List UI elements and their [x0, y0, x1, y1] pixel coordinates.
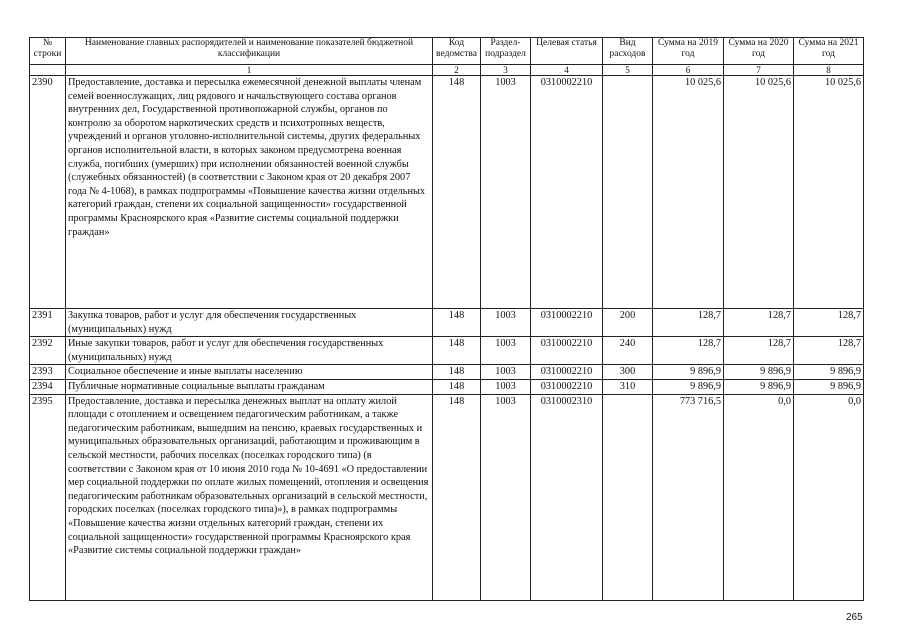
row-expense-type: [603, 394, 653, 600]
header-dept-code: Код ведомства: [433, 38, 481, 65]
row-section: 1003: [481, 309, 531, 337]
row-name: Предоставление, доставка и пересылка ежемесячной денежной выплаты членам семей военнослужащих, лиц рядового и начальствующего состава органов внутренних дел, Государственной противопожарной службы, органов по контролю за оборотом наркотических средств и психотропных веществ, учреждений и органов уголовно-исполнительной системы, других федеральных органов исполнительной власти, в которых законом предусмотрена военная служба, погибших (умерших) при исполнении обязанностей военной службы (служебных обязанностей) (в соответствии с Законом края от 20 декабря 2007 года № 4-1068), в рамках подпрограммы «Повышение качества жизни отдельных категорий граждан, степени их социальной защищенности» государственной программы Красноярского края «Развитие системы социальной поддержки граждан»: [66, 76, 433, 309]
row-dept-code: 148: [433, 337, 481, 365]
column-number: 3: [481, 65, 531, 76]
column-number: 8: [794, 65, 864, 76]
row-sum-2021: 9 896,9: [794, 365, 864, 380]
table-row: [30, 365, 864, 380]
row-sum-2019: 9 896,9: [653, 379, 724, 394]
row-sum-2019: 128,7: [653, 309, 724, 337]
row-number: 2393: [30, 365, 66, 380]
row-expense-type: 200: [603, 309, 653, 337]
row-sum-2019: 9 896,9: [653, 365, 724, 380]
row-target-article: 0310002210: [531, 309, 603, 337]
row-expense-type: 240: [603, 337, 653, 365]
column-number: 5: [603, 65, 653, 76]
column-number-empty: [30, 65, 66, 76]
row-expense-type: [603, 76, 653, 309]
header-sum-2020: Сумма на 2020 год: [724, 38, 794, 65]
table-row: [30, 309, 864, 337]
row-name: Публичные нормативные социальные выплаты гражданам: [66, 379, 433, 394]
column-number: 1: [66, 65, 433, 76]
row-number: 2391: [30, 309, 66, 337]
row-sum-2019: 773 716,5: [653, 394, 724, 600]
header-name: Наименование главных распорядителей и наименование показателей бюджетной классификации: [66, 38, 433, 65]
row-dept-code: 148: [433, 379, 481, 394]
row-sum-2020: 128,7: [724, 337, 794, 365]
header-section: Раздел-подраздел: [481, 38, 531, 65]
row-section: 1003: [481, 365, 531, 380]
header-sum-2021: Сумма на 2021 год: [794, 38, 864, 65]
row-number: 2390: [30, 76, 66, 309]
header-sum-2019: Сумма на 2019 год: [653, 38, 724, 65]
table-header-row: [30, 38, 864, 65]
row-sum-2021: 0,0: [794, 394, 864, 600]
row-dept-code: 148: [433, 365, 481, 380]
row-name: Предоставление, доставка и пересылка денежных выплат на оплату жилой площади с отоплением и освещением педагогическим работникам, а также педагогическим работникам, вышедшим на пенсию, краевых государственных и муниципальных образовательных организаций, работающим и проживающим в сельской местности, рабочих поселках (поселках городского типа) (в соответствии с Законом края от 10 июня 2010 года № 10-4691 «О предоставлении мер социальной поддержки по оплате жилых помещений, отопления и освещения педагогическим работникам образовательных организаций в сельской местности, городских поселках (поселках городского типа)»), в рамках подпрограммы «Повышение качества жизни отдельных категорий граждан, степени их социальной защищенности» государственной программы Красноярского края «Развитие системы социальной поддержки граждан»: [66, 394, 433, 600]
row-sum-2020: 9 896,9: [724, 365, 794, 380]
column-number: 2: [433, 65, 481, 76]
row-target-article: 0310002310: [531, 394, 603, 600]
row-sum-2021: 10 025,6: [794, 76, 864, 309]
row-target-article: 0310002210: [531, 365, 603, 380]
header-expense-type: Вид расходов: [603, 38, 653, 65]
row-sum-2019: 128,7: [653, 337, 724, 365]
row-sum-2021: 128,7: [794, 337, 864, 365]
row-target-article: 0310002210: [531, 379, 603, 394]
table-row: [30, 76, 864, 309]
row-sum-2019: 10 025,6: [653, 76, 724, 309]
row-sum-2021: 9 896,9: [794, 379, 864, 394]
column-number: 6: [653, 65, 724, 76]
header-target-article: Целевая статья: [531, 38, 603, 65]
row-dept-code: 148: [433, 76, 481, 309]
row-sum-2020: 10 025,6: [724, 76, 794, 309]
row-sum-2021: 128,7: [794, 309, 864, 337]
header-row-number: № строки: [30, 38, 66, 65]
column-number-row: [30, 65, 864, 76]
row-sum-2020: 9 896,9: [724, 379, 794, 394]
row-expense-type: 310: [603, 379, 653, 394]
row-number: 2395: [30, 394, 66, 600]
row-target-article: 0310002210: [531, 76, 603, 309]
row-number: 2394: [30, 379, 66, 394]
column-number: 7: [724, 65, 794, 76]
row-section: 1003: [481, 76, 531, 309]
row-section: 1003: [481, 337, 531, 365]
row-expense-type: 300: [603, 365, 653, 380]
column-number: 4: [531, 65, 603, 76]
row-sum-2020: 128,7: [724, 309, 794, 337]
row-number: 2392: [30, 337, 66, 365]
row-name: Закупка товаров, работ и услуг для обеспечения государственных (муниципальных) нужд: [66, 309, 433, 337]
table-row: [30, 394, 864, 600]
row-name: Иные закупки товаров, работ и услуг для обеспечения государственных (муниципальных) нужд: [66, 337, 433, 365]
row-section: 1003: [481, 394, 531, 600]
budget-table: [29, 37, 864, 601]
row-section: 1003: [481, 379, 531, 394]
table-row: [30, 379, 864, 394]
row-name: Социальное обеспечение и иные выплаты населению: [66, 365, 433, 380]
row-dept-code: 148: [433, 394, 481, 600]
row-target-article: 0310002210: [531, 337, 603, 365]
row-sum-2020: 0,0: [724, 394, 794, 600]
table-row: [30, 337, 864, 365]
page-number: 265: [846, 612, 863, 623]
row-dept-code: 148: [433, 309, 481, 337]
